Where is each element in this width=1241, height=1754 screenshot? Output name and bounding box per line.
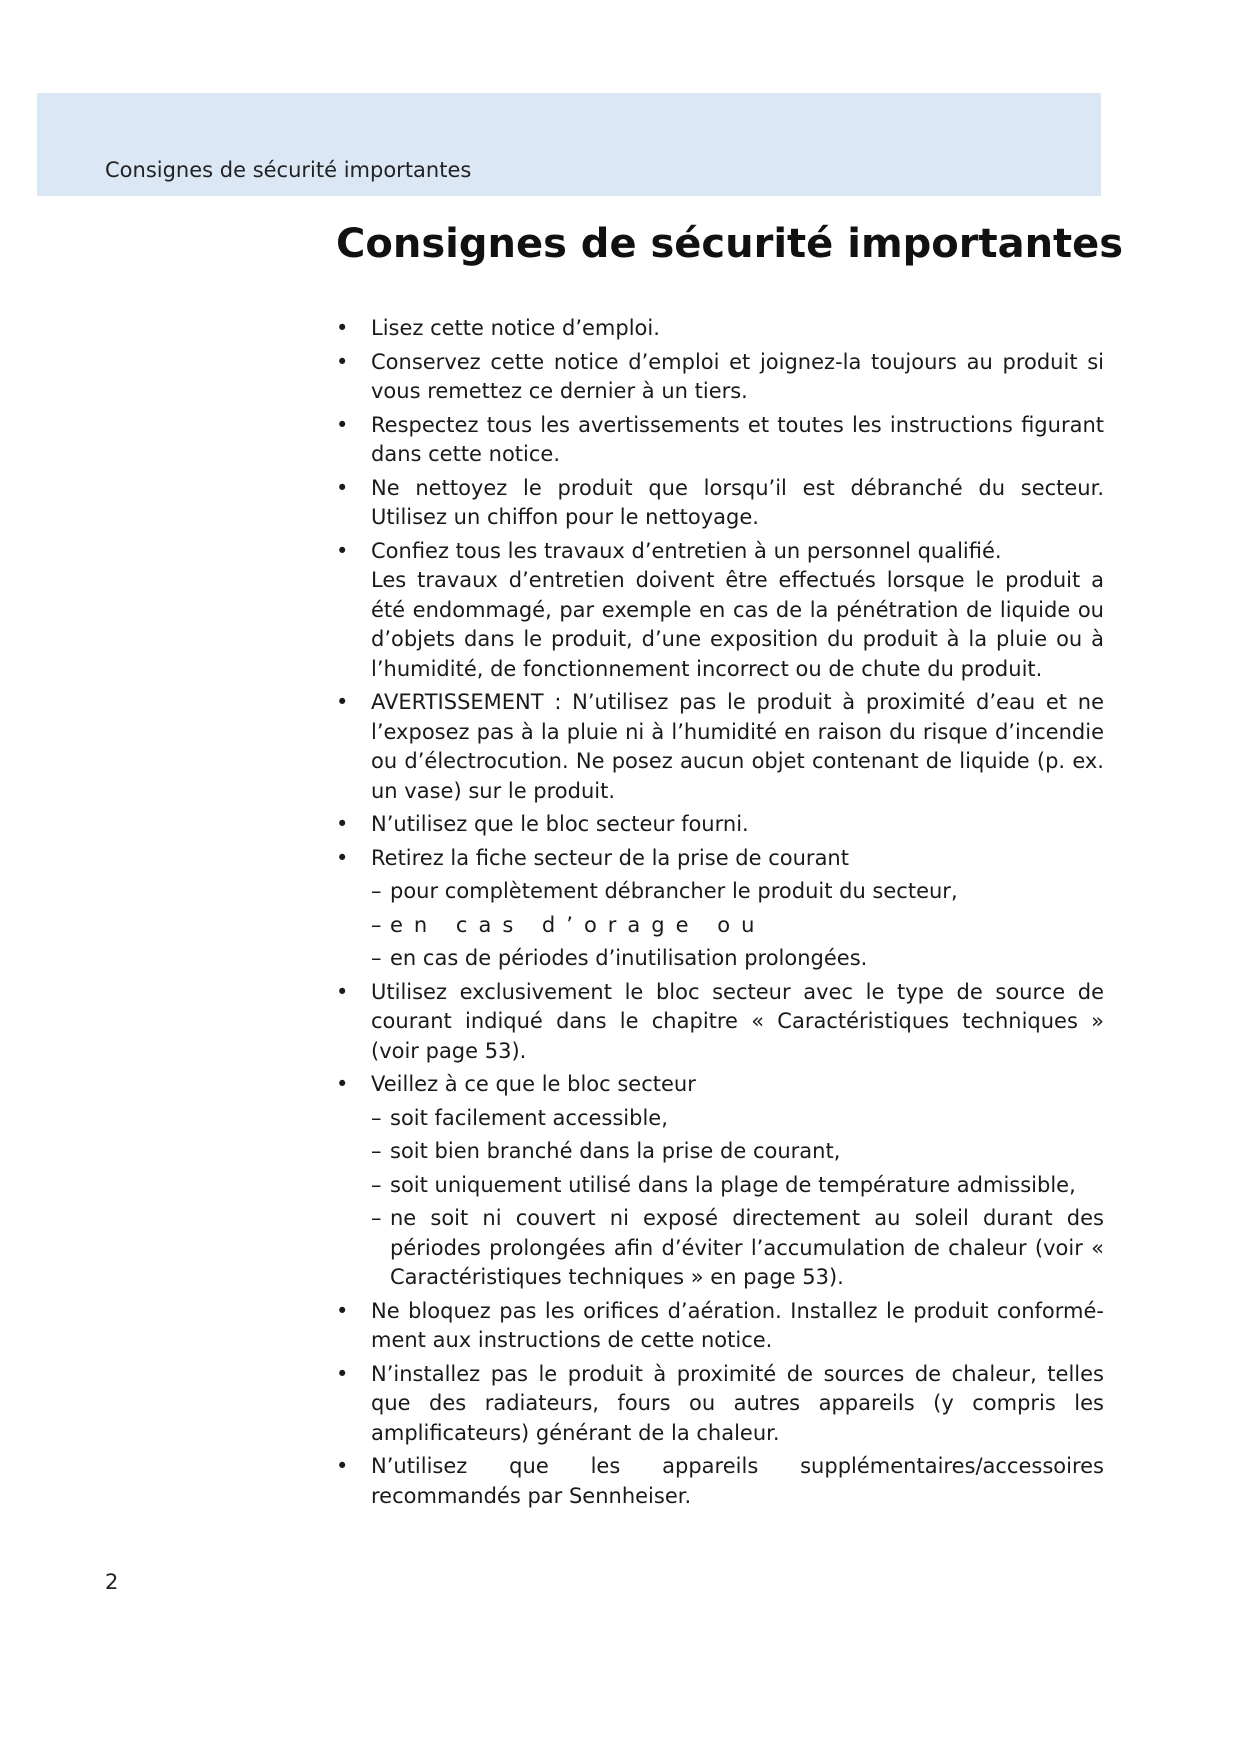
sub-item: – pour complètement débrancher le produit du secteur, [336, 877, 1104, 907]
page-title: Consignes de sécurité importantes [336, 221, 1124, 267]
dash-icon: – [371, 912, 382, 937]
bullet-icon: • [336, 1454, 349, 1478]
dash-icon: – [371, 946, 382, 970]
bullet-icon: • [336, 349, 349, 374]
sub-item: – soit uniquement utilisé dans la plage de température admissible, [336, 1171, 1104, 1201]
sub-item: – en cas d’orage ou [336, 911, 1104, 941]
list-item: • N’utilisez que les appareils supplémentaires/accessoires recommandés par Sennheiser. [336, 1454, 1104, 1508]
dash-icon: – [371, 1105, 382, 1130]
bullet-icon: • [336, 1361, 349, 1386]
list-item: • Veillez à ce que le bloc secteur [336, 1070, 1104, 1100]
list-item: • Respectez tous les avertissements et toutes les instructions figurant dans cette notice. [336, 412, 1104, 466]
list-item: • Conservez cette notice d’emploi et joignez-la toujours au produit si vous remettez ce dernier à un tiers. [336, 349, 1104, 403]
safety-list [336, 314, 1104, 1515]
bullet-icon: • [336, 538, 349, 563]
bullet-icon: • [336, 1072, 349, 1096]
item-detail: Les travaux d’entretien doivent être effectués lorsque le produit a été endommagé, par exemple en cas de la pénétration de liquide ou d’objets dans le produit, d’une exposition du produit à la pluie ou à l’humidité, de fonctionnement incorrect ou de chute du produit. [371, 568, 1104, 681]
bullet-icon: • [336, 690, 349, 714]
bullet-icon: • [336, 979, 349, 1004]
sub-item: – soit facilement accessible, [336, 1104, 1104, 1134]
sub-item: – ne soit ni couvert ni exposé directement au soleil durant des périodes prolongées afin d’éviter l’accumulation de chaleur (voir « Caractéristiques techniques » en page 53). [371, 1206, 1104, 1289]
sub-item: – soit bien branché dans la prise de courant, [336, 1137, 1104, 1167]
bullet-icon: • [336, 412, 349, 437]
dash-icon: – [371, 1206, 382, 1230]
bullet-icon: • [336, 316, 349, 340]
dash-icon: – [371, 879, 382, 903]
bullet-icon: • [336, 475, 349, 500]
sub-item: – en cas de périodes d’inutilisation prolongées. [336, 944, 1104, 974]
list-item: • Confiez tous les travaux d’entretien à un personnel qualifié. Les travaux d’entretien doivent être effectués lorsque le produit a été endommagé, par exemple en cas de la pénétration de liquide ou d’objets dans le produit, d’une exposition du produit à la pluie ou à l’humidité, de fonctionnement incorrect ou de chute du produit. [336, 537, 1104, 685]
bullet-icon: • [336, 812, 349, 836]
list-item: • Ne nettoyez le produit que lorsqu’il est débranché du secteur. Utilisez un chiffon pour le nettoyage. [336, 475, 1104, 529]
bullet-icon: • [336, 845, 349, 870]
bullet-icon: • [336, 1298, 349, 1323]
page-number: 2 [105, 1570, 119, 1594]
list-item: • N’utilisez que le bloc secteur fourni. [336, 810, 1104, 840]
dash-icon: – [371, 1172, 382, 1197]
list-item: • Lisez cette notice d’emploi. [336, 314, 1104, 344]
dash-icon: – [371, 1139, 382, 1163]
list-item: • Ne bloquez pas les orifices d’aération. Installez le produit conformé-ment aux instructions de cette notice. [336, 1298, 1104, 1352]
list-item: • Utilisez exclusivement le bloc secteur avec le type de source de courant indiqué dans le chapitre « Caractéristiques techniques » (voir page 53). [336, 979, 1104, 1063]
list-item: • N’installez pas le produit à proximité de sources de chaleur, telles que des radiateurs, fours ou autres appareils (y compris les amplificateurs) générant de la chaleur. [336, 1361, 1104, 1445]
running-header: Consignes de sécurité importantes [105, 158, 472, 182]
list-item: • AVERTISSEMENT : N’utilisez pas le produit à proximité d’eau et ne l’exposez pas à la pluie ni à l’humidité en raison du risque d’incendie ou d’électrocution. Ne posez aucun objet contenant de liquide (p. ex. un vase) sur le produit. [336, 690, 1104, 803]
list-item: • Retirez la fiche secteur de la prise de courant [336, 844, 1104, 874]
